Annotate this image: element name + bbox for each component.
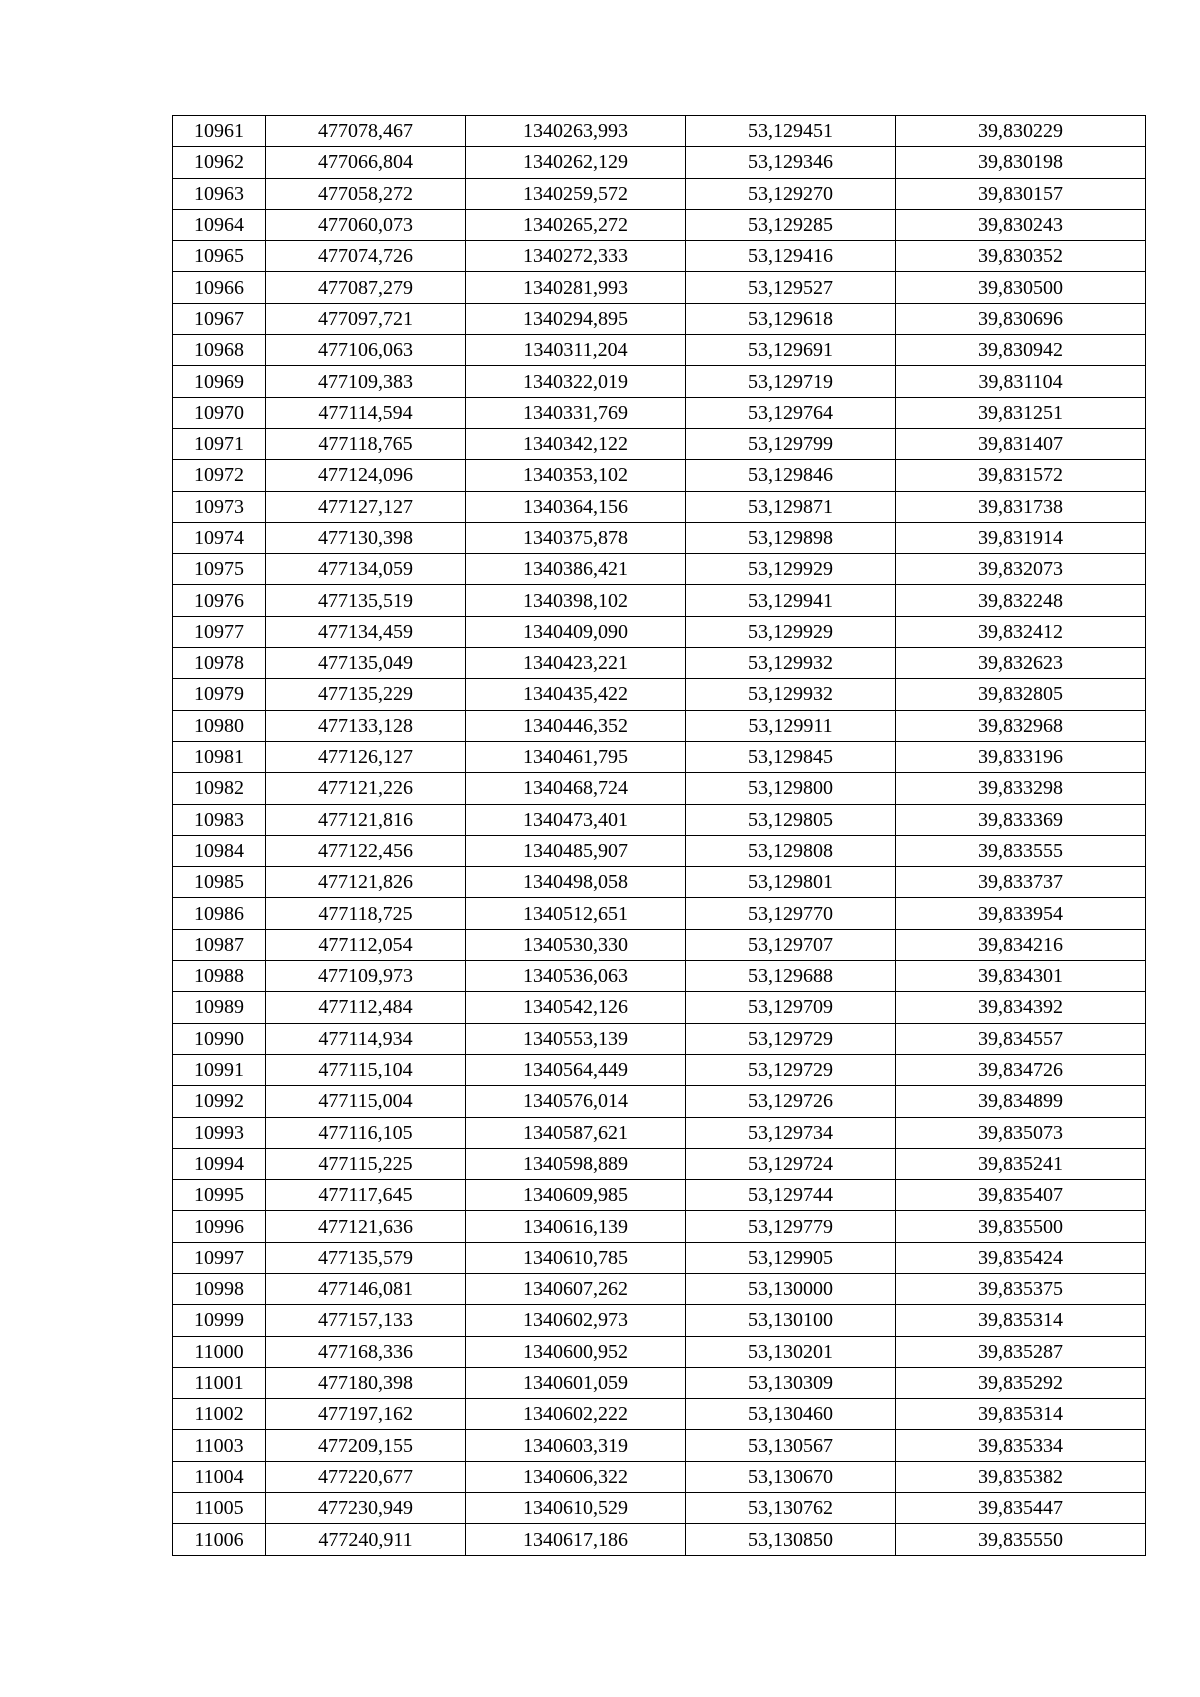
- y-coordinate-cell: 1340446,352: [466, 710, 686, 741]
- point-number-cell: 10979: [173, 679, 266, 710]
- longitude-cell: 39,835500: [896, 1211, 1146, 1242]
- point-number-cell: 10977: [173, 616, 266, 647]
- point-number-cell: 10976: [173, 585, 266, 616]
- point-number-cell: 10999: [173, 1305, 266, 1336]
- longitude-cell: 39,832623: [896, 648, 1146, 679]
- longitude-cell: 39,835287: [896, 1336, 1146, 1367]
- longitude-cell: 39,830198: [896, 147, 1146, 178]
- point-number-cell: 10969: [173, 366, 266, 397]
- table-row: [173, 460, 1146, 491]
- longitude-cell: 39,830157: [896, 178, 1146, 209]
- latitude-cell: 53,130850: [686, 1524, 896, 1555]
- point-number-cell: 10972: [173, 460, 266, 491]
- point-number-cell: 11003: [173, 1430, 266, 1461]
- longitude-cell: 39,835073: [896, 1117, 1146, 1148]
- latitude-cell: 53,129801: [686, 867, 896, 898]
- y-coordinate-cell: 1340485,907: [466, 835, 686, 866]
- x-coordinate-cell: 477124,096: [266, 460, 466, 491]
- point-number-cell: 10975: [173, 554, 266, 585]
- coordinates-table-body: [173, 116, 1146, 1556]
- table-row: [173, 616, 1146, 647]
- latitude-cell: 53,129770: [686, 898, 896, 929]
- x-coordinate-cell: 477109,383: [266, 366, 466, 397]
- point-number-cell: 11000: [173, 1336, 266, 1367]
- latitude-cell: 53,130309: [686, 1367, 896, 1398]
- x-coordinate-cell: 477127,127: [266, 491, 466, 522]
- table-row: [173, 303, 1146, 334]
- latitude-cell: 53,129805: [686, 804, 896, 835]
- y-coordinate-cell: 1340598,889: [466, 1148, 686, 1179]
- point-number-cell: 11002: [173, 1399, 266, 1430]
- y-coordinate-cell: 1340553,139: [466, 1023, 686, 1054]
- point-number-cell: 10964: [173, 209, 266, 240]
- latitude-cell: 53,129905: [686, 1242, 896, 1273]
- y-coordinate-cell: 1340409,090: [466, 616, 686, 647]
- longitude-cell: 39,834899: [896, 1086, 1146, 1117]
- point-number-cell: 10994: [173, 1148, 266, 1179]
- x-coordinate-cell: 477087,279: [266, 272, 466, 303]
- latitude-cell: 53,129898: [686, 522, 896, 553]
- point-number-cell: 10984: [173, 835, 266, 866]
- longitude-cell: 39,832412: [896, 616, 1146, 647]
- point-number-cell: 10966: [173, 272, 266, 303]
- y-coordinate-cell: 1340281,993: [466, 272, 686, 303]
- longitude-cell: 39,831407: [896, 428, 1146, 459]
- point-number-cell: 11005: [173, 1493, 266, 1524]
- point-number-cell: 10965: [173, 241, 266, 272]
- longitude-cell: 39,831738: [896, 491, 1146, 522]
- table-row: [173, 1086, 1146, 1117]
- longitude-cell: 39,830352: [896, 241, 1146, 272]
- table-row: [173, 679, 1146, 710]
- longitude-cell: 39,835314: [896, 1305, 1146, 1336]
- table-row: [173, 1305, 1146, 1336]
- y-coordinate-cell: 1340461,795: [466, 741, 686, 772]
- latitude-cell: 53,129527: [686, 272, 896, 303]
- point-number-cell: 10993: [173, 1117, 266, 1148]
- y-coordinate-cell: 1340331,769: [466, 397, 686, 428]
- longitude-cell: 39,835334: [896, 1430, 1146, 1461]
- latitude-cell: 53,129932: [686, 679, 896, 710]
- longitude-cell: 39,833369: [896, 804, 1146, 835]
- x-coordinate-cell: 477121,226: [266, 773, 466, 804]
- x-coordinate-cell: 477118,765: [266, 428, 466, 459]
- latitude-cell: 53,130762: [686, 1493, 896, 1524]
- y-coordinate-cell: 1340601,059: [466, 1367, 686, 1398]
- latitude-cell: 53,129451: [686, 116, 896, 147]
- latitude-cell: 53,129799: [686, 428, 896, 459]
- x-coordinate-cell: 477134,459: [266, 616, 466, 647]
- longitude-cell: 39,834557: [896, 1023, 1146, 1054]
- latitude-cell: 53,129846: [686, 460, 896, 491]
- x-coordinate-cell: 477078,467: [266, 116, 466, 147]
- table-row: [173, 1211, 1146, 1242]
- table-row: [173, 961, 1146, 992]
- latitude-cell: 53,129724: [686, 1148, 896, 1179]
- x-coordinate-cell: 477135,579: [266, 1242, 466, 1273]
- x-coordinate-cell: 477074,726: [266, 241, 466, 272]
- y-coordinate-cell: 1340435,422: [466, 679, 686, 710]
- y-coordinate-cell: 1340530,330: [466, 929, 686, 960]
- x-coordinate-cell: 477133,128: [266, 710, 466, 741]
- y-coordinate-cell: 1340364,156: [466, 491, 686, 522]
- longitude-cell: 39,833737: [896, 867, 1146, 898]
- table-row: [173, 1336, 1146, 1367]
- x-coordinate-cell: 477115,004: [266, 1086, 466, 1117]
- x-coordinate-cell: 477121,826: [266, 867, 466, 898]
- longitude-cell: 39,831104: [896, 366, 1146, 397]
- y-coordinate-cell: 1340311,204: [466, 335, 686, 366]
- latitude-cell: 53,129346: [686, 147, 896, 178]
- y-coordinate-cell: 1340609,985: [466, 1180, 686, 1211]
- y-coordinate-cell: 1340386,421: [466, 554, 686, 585]
- table-row: [173, 1054, 1146, 1085]
- x-coordinate-cell: 477130,398: [266, 522, 466, 553]
- table-row: [173, 835, 1146, 866]
- table-row: [173, 741, 1146, 772]
- x-coordinate-cell: 477122,456: [266, 835, 466, 866]
- y-coordinate-cell: 1340473,401: [466, 804, 686, 835]
- latitude-cell: 53,129729: [686, 1054, 896, 1085]
- point-number-cell: 10968: [173, 335, 266, 366]
- y-coordinate-cell: 1340617,186: [466, 1524, 686, 1555]
- latitude-cell: 53,129707: [686, 929, 896, 960]
- y-coordinate-cell: 1340576,014: [466, 1086, 686, 1117]
- point-number-cell: 10980: [173, 710, 266, 741]
- x-coordinate-cell: 477114,934: [266, 1023, 466, 1054]
- latitude-cell: 53,130000: [686, 1273, 896, 1304]
- latitude-cell: 53,130670: [686, 1461, 896, 1492]
- x-coordinate-cell: 477180,398: [266, 1367, 466, 1398]
- table-row: [173, 1117, 1146, 1148]
- y-coordinate-cell: 1340468,724: [466, 773, 686, 804]
- x-coordinate-cell: 477118,725: [266, 898, 466, 929]
- x-coordinate-cell: 477115,104: [266, 1054, 466, 1085]
- y-coordinate-cell: 1340265,272: [466, 209, 686, 240]
- y-coordinate-cell: 1340423,221: [466, 648, 686, 679]
- longitude-cell: 39,834301: [896, 961, 1146, 992]
- longitude-cell: 39,832968: [896, 710, 1146, 741]
- latitude-cell: 53,129808: [686, 835, 896, 866]
- latitude-cell: 53,130567: [686, 1430, 896, 1461]
- longitude-cell: 39,833298: [896, 773, 1146, 804]
- point-number-cell: 10991: [173, 1054, 266, 1085]
- y-coordinate-cell: 1340610,529: [466, 1493, 686, 1524]
- longitude-cell: 39,832248: [896, 585, 1146, 616]
- y-coordinate-cell: 1340322,019: [466, 366, 686, 397]
- latitude-cell: 53,129618: [686, 303, 896, 334]
- longitude-cell: 39,832805: [896, 679, 1146, 710]
- y-coordinate-cell: 1340564,449: [466, 1054, 686, 1085]
- point-number-cell: 10971: [173, 428, 266, 459]
- x-coordinate-cell: 477058,272: [266, 178, 466, 209]
- longitude-cell: 39,835424: [896, 1242, 1146, 1273]
- x-coordinate-cell: 477209,155: [266, 1430, 466, 1461]
- y-coordinate-cell: 1340272,333: [466, 241, 686, 272]
- x-coordinate-cell: 477117,645: [266, 1180, 466, 1211]
- longitude-cell: 39,831914: [896, 522, 1146, 553]
- x-coordinate-cell: 477115,225: [266, 1148, 466, 1179]
- y-coordinate-cell: 1340602,973: [466, 1305, 686, 1336]
- y-coordinate-cell: 1340606,322: [466, 1461, 686, 1492]
- point-number-cell: 10970: [173, 397, 266, 428]
- table-row: [173, 898, 1146, 929]
- table-row: [173, 710, 1146, 741]
- table-row: [173, 1180, 1146, 1211]
- latitude-cell: 53,129691: [686, 335, 896, 366]
- latitude-cell: 53,129729: [686, 1023, 896, 1054]
- x-coordinate-cell: 477116,105: [266, 1117, 466, 1148]
- longitude-cell: 39,833555: [896, 835, 1146, 866]
- x-coordinate-cell: 477126,127: [266, 741, 466, 772]
- latitude-cell: 53,129911: [686, 710, 896, 741]
- latitude-cell: 53,129932: [686, 648, 896, 679]
- table-row: [173, 272, 1146, 303]
- table-row: [173, 929, 1146, 960]
- point-number-cell: 10983: [173, 804, 266, 835]
- table-row: [173, 648, 1146, 679]
- longitude-cell: 39,831251: [896, 397, 1146, 428]
- table-row: [173, 1367, 1146, 1398]
- point-number-cell: 10996: [173, 1211, 266, 1242]
- table-row: [173, 867, 1146, 898]
- point-number-cell: 10961: [173, 116, 266, 147]
- y-coordinate-cell: 1340607,262: [466, 1273, 686, 1304]
- latitude-cell: 53,129941: [686, 585, 896, 616]
- y-coordinate-cell: 1340616,139: [466, 1211, 686, 1242]
- point-number-cell: 10997: [173, 1242, 266, 1273]
- table-row: [173, 366, 1146, 397]
- y-coordinate-cell: 1340259,572: [466, 178, 686, 209]
- y-coordinate-cell: 1340512,651: [466, 898, 686, 929]
- longitude-cell: 39,835447: [896, 1493, 1146, 1524]
- point-number-cell: 10963: [173, 178, 266, 209]
- x-coordinate-cell: 477146,081: [266, 1273, 466, 1304]
- point-number-cell: 10992: [173, 1086, 266, 1117]
- table-row: [173, 1242, 1146, 1273]
- longitude-cell: 39,830500: [896, 272, 1146, 303]
- table-row: [173, 804, 1146, 835]
- longitude-cell: 39,832073: [896, 554, 1146, 585]
- table-row: [173, 147, 1146, 178]
- coordinates-table: [172, 115, 1146, 1556]
- y-coordinate-cell: 1340498,058: [466, 867, 686, 898]
- point-number-cell: 10981: [173, 741, 266, 772]
- x-coordinate-cell: 477197,162: [266, 1399, 466, 1430]
- y-coordinate-cell: 1340602,222: [466, 1399, 686, 1430]
- table-row: [173, 1399, 1146, 1430]
- latitude-cell: 53,129764: [686, 397, 896, 428]
- x-coordinate-cell: 477240,911: [266, 1524, 466, 1555]
- y-coordinate-cell: 1340353,102: [466, 460, 686, 491]
- x-coordinate-cell: 477135,049: [266, 648, 466, 679]
- point-number-cell: 10988: [173, 961, 266, 992]
- x-coordinate-cell: 477066,804: [266, 147, 466, 178]
- y-coordinate-cell: 1340587,621: [466, 1117, 686, 1148]
- longitude-cell: 39,830229: [896, 116, 1146, 147]
- point-number-cell: 10982: [173, 773, 266, 804]
- x-coordinate-cell: 477097,721: [266, 303, 466, 334]
- longitude-cell: 39,833954: [896, 898, 1146, 929]
- longitude-cell: 39,835407: [896, 1180, 1146, 1211]
- table-row: [173, 554, 1146, 585]
- x-coordinate-cell: 477060,073: [266, 209, 466, 240]
- latitude-cell: 53,129779: [686, 1211, 896, 1242]
- table-row: [173, 1273, 1146, 1304]
- point-number-cell: 10989: [173, 992, 266, 1023]
- table-row: [173, 585, 1146, 616]
- y-coordinate-cell: 1340263,993: [466, 116, 686, 147]
- latitude-cell: 53,129929: [686, 554, 896, 585]
- longitude-cell: 39,834726: [896, 1054, 1146, 1085]
- table-row: [173, 1023, 1146, 1054]
- longitude-cell: 39,835241: [896, 1148, 1146, 1179]
- table-row: [173, 116, 1146, 147]
- table-row: [173, 773, 1146, 804]
- point-number-cell: 10990: [173, 1023, 266, 1054]
- longitude-cell: 39,835292: [896, 1367, 1146, 1398]
- table-row: [173, 1430, 1146, 1461]
- y-coordinate-cell: 1340536,063: [466, 961, 686, 992]
- latitude-cell: 53,129929: [686, 616, 896, 647]
- longitude-cell: 39,834216: [896, 929, 1146, 960]
- latitude-cell: 53,129845: [686, 741, 896, 772]
- latitude-cell: 53,129416: [686, 241, 896, 272]
- y-coordinate-cell: 1340398,102: [466, 585, 686, 616]
- longitude-cell: 39,835550: [896, 1524, 1146, 1555]
- latitude-cell: 53,129800: [686, 773, 896, 804]
- longitude-cell: 39,830942: [896, 335, 1146, 366]
- point-number-cell: 10985: [173, 867, 266, 898]
- table-row: [173, 1461, 1146, 1492]
- y-coordinate-cell: 1340294,895: [466, 303, 686, 334]
- point-number-cell: 10987: [173, 929, 266, 960]
- point-number-cell: 10962: [173, 147, 266, 178]
- longitude-cell: 39,835375: [896, 1273, 1146, 1304]
- latitude-cell: 53,129871: [686, 491, 896, 522]
- latitude-cell: 53,129726: [686, 1086, 896, 1117]
- longitude-cell: 39,833196: [896, 741, 1146, 772]
- table-row: [173, 1524, 1146, 1555]
- longitude-cell: 39,835382: [896, 1461, 1146, 1492]
- point-number-cell: 10998: [173, 1273, 266, 1304]
- point-number-cell: 11006: [173, 1524, 266, 1555]
- table-row: [173, 178, 1146, 209]
- table-row: [173, 522, 1146, 553]
- point-number-cell: 10973: [173, 491, 266, 522]
- latitude-cell: 53,129744: [686, 1180, 896, 1211]
- x-coordinate-cell: 477157,133: [266, 1305, 466, 1336]
- longitude-cell: 39,830696: [896, 303, 1146, 334]
- table-row: [173, 1493, 1146, 1524]
- x-coordinate-cell: 477220,677: [266, 1461, 466, 1492]
- x-coordinate-cell: 477135,519: [266, 585, 466, 616]
- table-row: [173, 491, 1146, 522]
- latitude-cell: 53,129688: [686, 961, 896, 992]
- table-row: [173, 209, 1146, 240]
- y-coordinate-cell: 1340375,878: [466, 522, 686, 553]
- table-row: [173, 992, 1146, 1023]
- latitude-cell: 53,130100: [686, 1305, 896, 1336]
- table-row: [173, 241, 1146, 272]
- point-number-cell: 10986: [173, 898, 266, 929]
- latitude-cell: 53,130201: [686, 1336, 896, 1367]
- x-coordinate-cell: 477135,229: [266, 679, 466, 710]
- y-coordinate-cell: 1340610,785: [466, 1242, 686, 1273]
- y-coordinate-cell: 1340262,129: [466, 147, 686, 178]
- table-row: [173, 1148, 1146, 1179]
- x-coordinate-cell: 477230,949: [266, 1493, 466, 1524]
- table-row: [173, 397, 1146, 428]
- longitude-cell: 39,834392: [896, 992, 1146, 1023]
- latitude-cell: 53,130460: [686, 1399, 896, 1430]
- x-coordinate-cell: 477121,816: [266, 804, 466, 835]
- x-coordinate-cell: 477109,973: [266, 961, 466, 992]
- point-number-cell: 10967: [173, 303, 266, 334]
- y-coordinate-cell: 1340542,126: [466, 992, 686, 1023]
- point-number-cell: 10974: [173, 522, 266, 553]
- x-coordinate-cell: 477121,636: [266, 1211, 466, 1242]
- x-coordinate-cell: 477114,594: [266, 397, 466, 428]
- x-coordinate-cell: 477112,054: [266, 929, 466, 960]
- y-coordinate-cell: 1340600,952: [466, 1336, 686, 1367]
- point-number-cell: 11004: [173, 1461, 266, 1492]
- latitude-cell: 53,129709: [686, 992, 896, 1023]
- point-number-cell: 10995: [173, 1180, 266, 1211]
- latitude-cell: 53,129270: [686, 178, 896, 209]
- point-number-cell: 10978: [173, 648, 266, 679]
- x-coordinate-cell: 477112,484: [266, 992, 466, 1023]
- y-coordinate-cell: 1340603,319: [466, 1430, 686, 1461]
- table-row: [173, 428, 1146, 459]
- longitude-cell: 39,831572: [896, 460, 1146, 491]
- x-coordinate-cell: 477168,336: [266, 1336, 466, 1367]
- y-coordinate-cell: 1340342,122: [466, 428, 686, 459]
- table-row: [173, 335, 1146, 366]
- latitude-cell: 53,129734: [686, 1117, 896, 1148]
- latitude-cell: 53,129285: [686, 209, 896, 240]
- latitude-cell: 53,129719: [686, 366, 896, 397]
- longitude-cell: 39,830243: [896, 209, 1146, 240]
- x-coordinate-cell: 477134,059: [266, 554, 466, 585]
- point-number-cell: 11001: [173, 1367, 266, 1398]
- longitude-cell: 39,835314: [896, 1399, 1146, 1430]
- x-coordinate-cell: 477106,063: [266, 335, 466, 366]
